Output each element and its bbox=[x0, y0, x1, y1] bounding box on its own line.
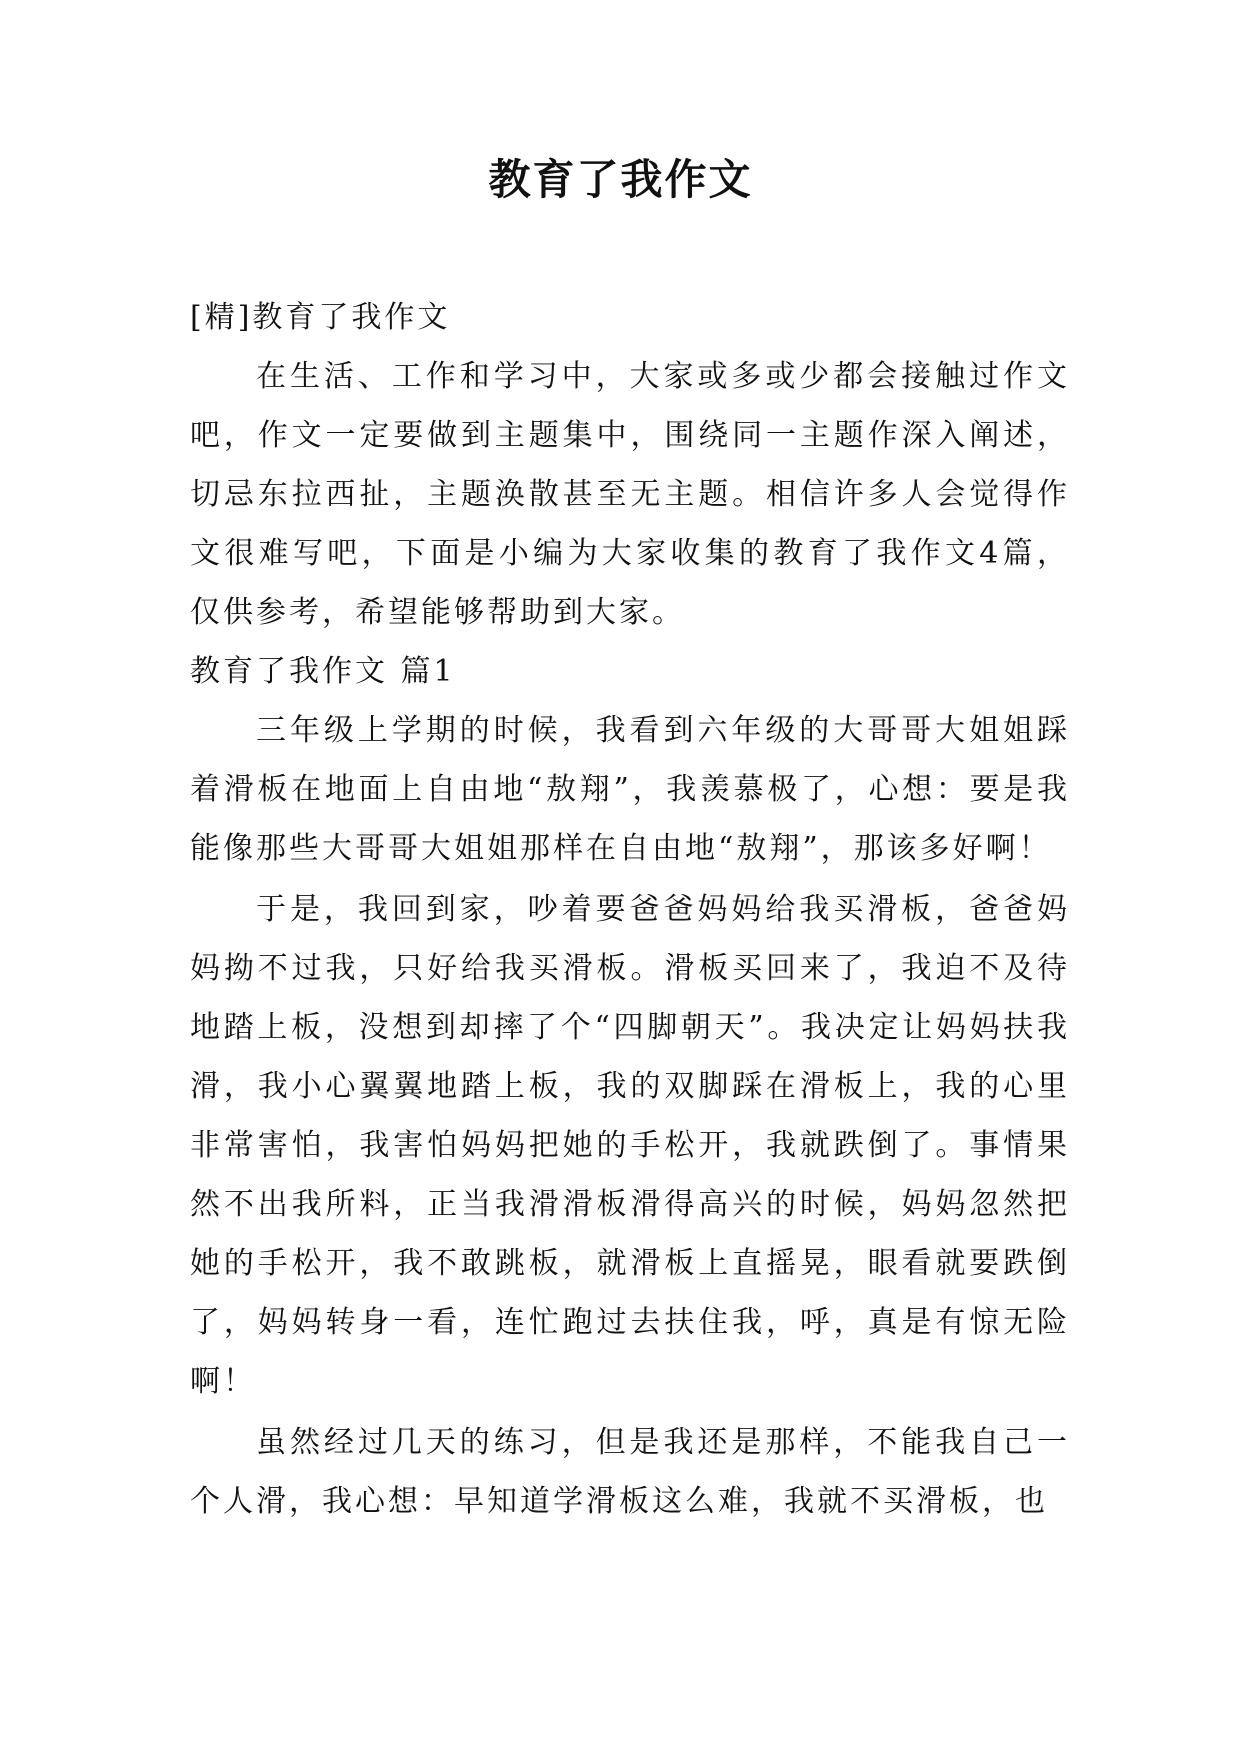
document-body bbox=[190, 288, 1070, 1531]
body-paragraph-1: 三年级上学期的时候，我看到六年级的大哥哥大姐姐踩着滑板在地面上自由地“敖翔”，我羡慕极了，心想：要是我能像那些大哥哥大姐姐那样在自由地“敖翔”，那该多好啊！ bbox=[190, 713, 1070, 866]
document-title: 教育了我作文 bbox=[488, 155, 753, 204]
document-subtitle: [精]教育了我作文 bbox=[190, 300, 451, 335]
body-paragraph-2: 于是，我回到家，吵着要爸爸妈妈给我买滑板，爸爸妈妈拗不过我，只好给我买滑板。滑板买回来了，我迫不及待地踏上板，没想到却摔了个“四脚朝天”。我决定让妈妈扶我滑，我小心翼翼地踏上板，我的双脚踩在滑板上，我的心里非常害怕，我害怕妈妈把她的手松开，我就跌倒了。事情果然不出我所料，正当我滑滑板滑得高兴的时候，妈妈忽然把她的手松开，我不敢跳板，就滑板上直摇晃，眼看就要跌倒了，妈妈转身一看，连忙跑过去扶住我，呼，真是有惊无险啊！ bbox=[190, 892, 1070, 1399]
intro-paragraph: 在生活、工作和学习中，大家或多或少都会接触过作文吧，作文一定要做到主题集中，围绕同一主题作深入阐述，切忌东拉西扯，主题涣散甚至无主题。相信许多人会觉得作文很难写吧，下面是小编为大家收集的教育了我作文4篇，仅供参考，希望能够帮助到大家。 bbox=[190, 359, 1070, 630]
body-paragraph-3: 虽然经过几天的练习，但是我还是那样，不能我自己一个人滑，我心想：早知道学滑板这么难，我就不买滑板，也 bbox=[190, 1425, 1070, 1519]
section-heading: 教育了我作文 篇1 bbox=[190, 654, 456, 689]
